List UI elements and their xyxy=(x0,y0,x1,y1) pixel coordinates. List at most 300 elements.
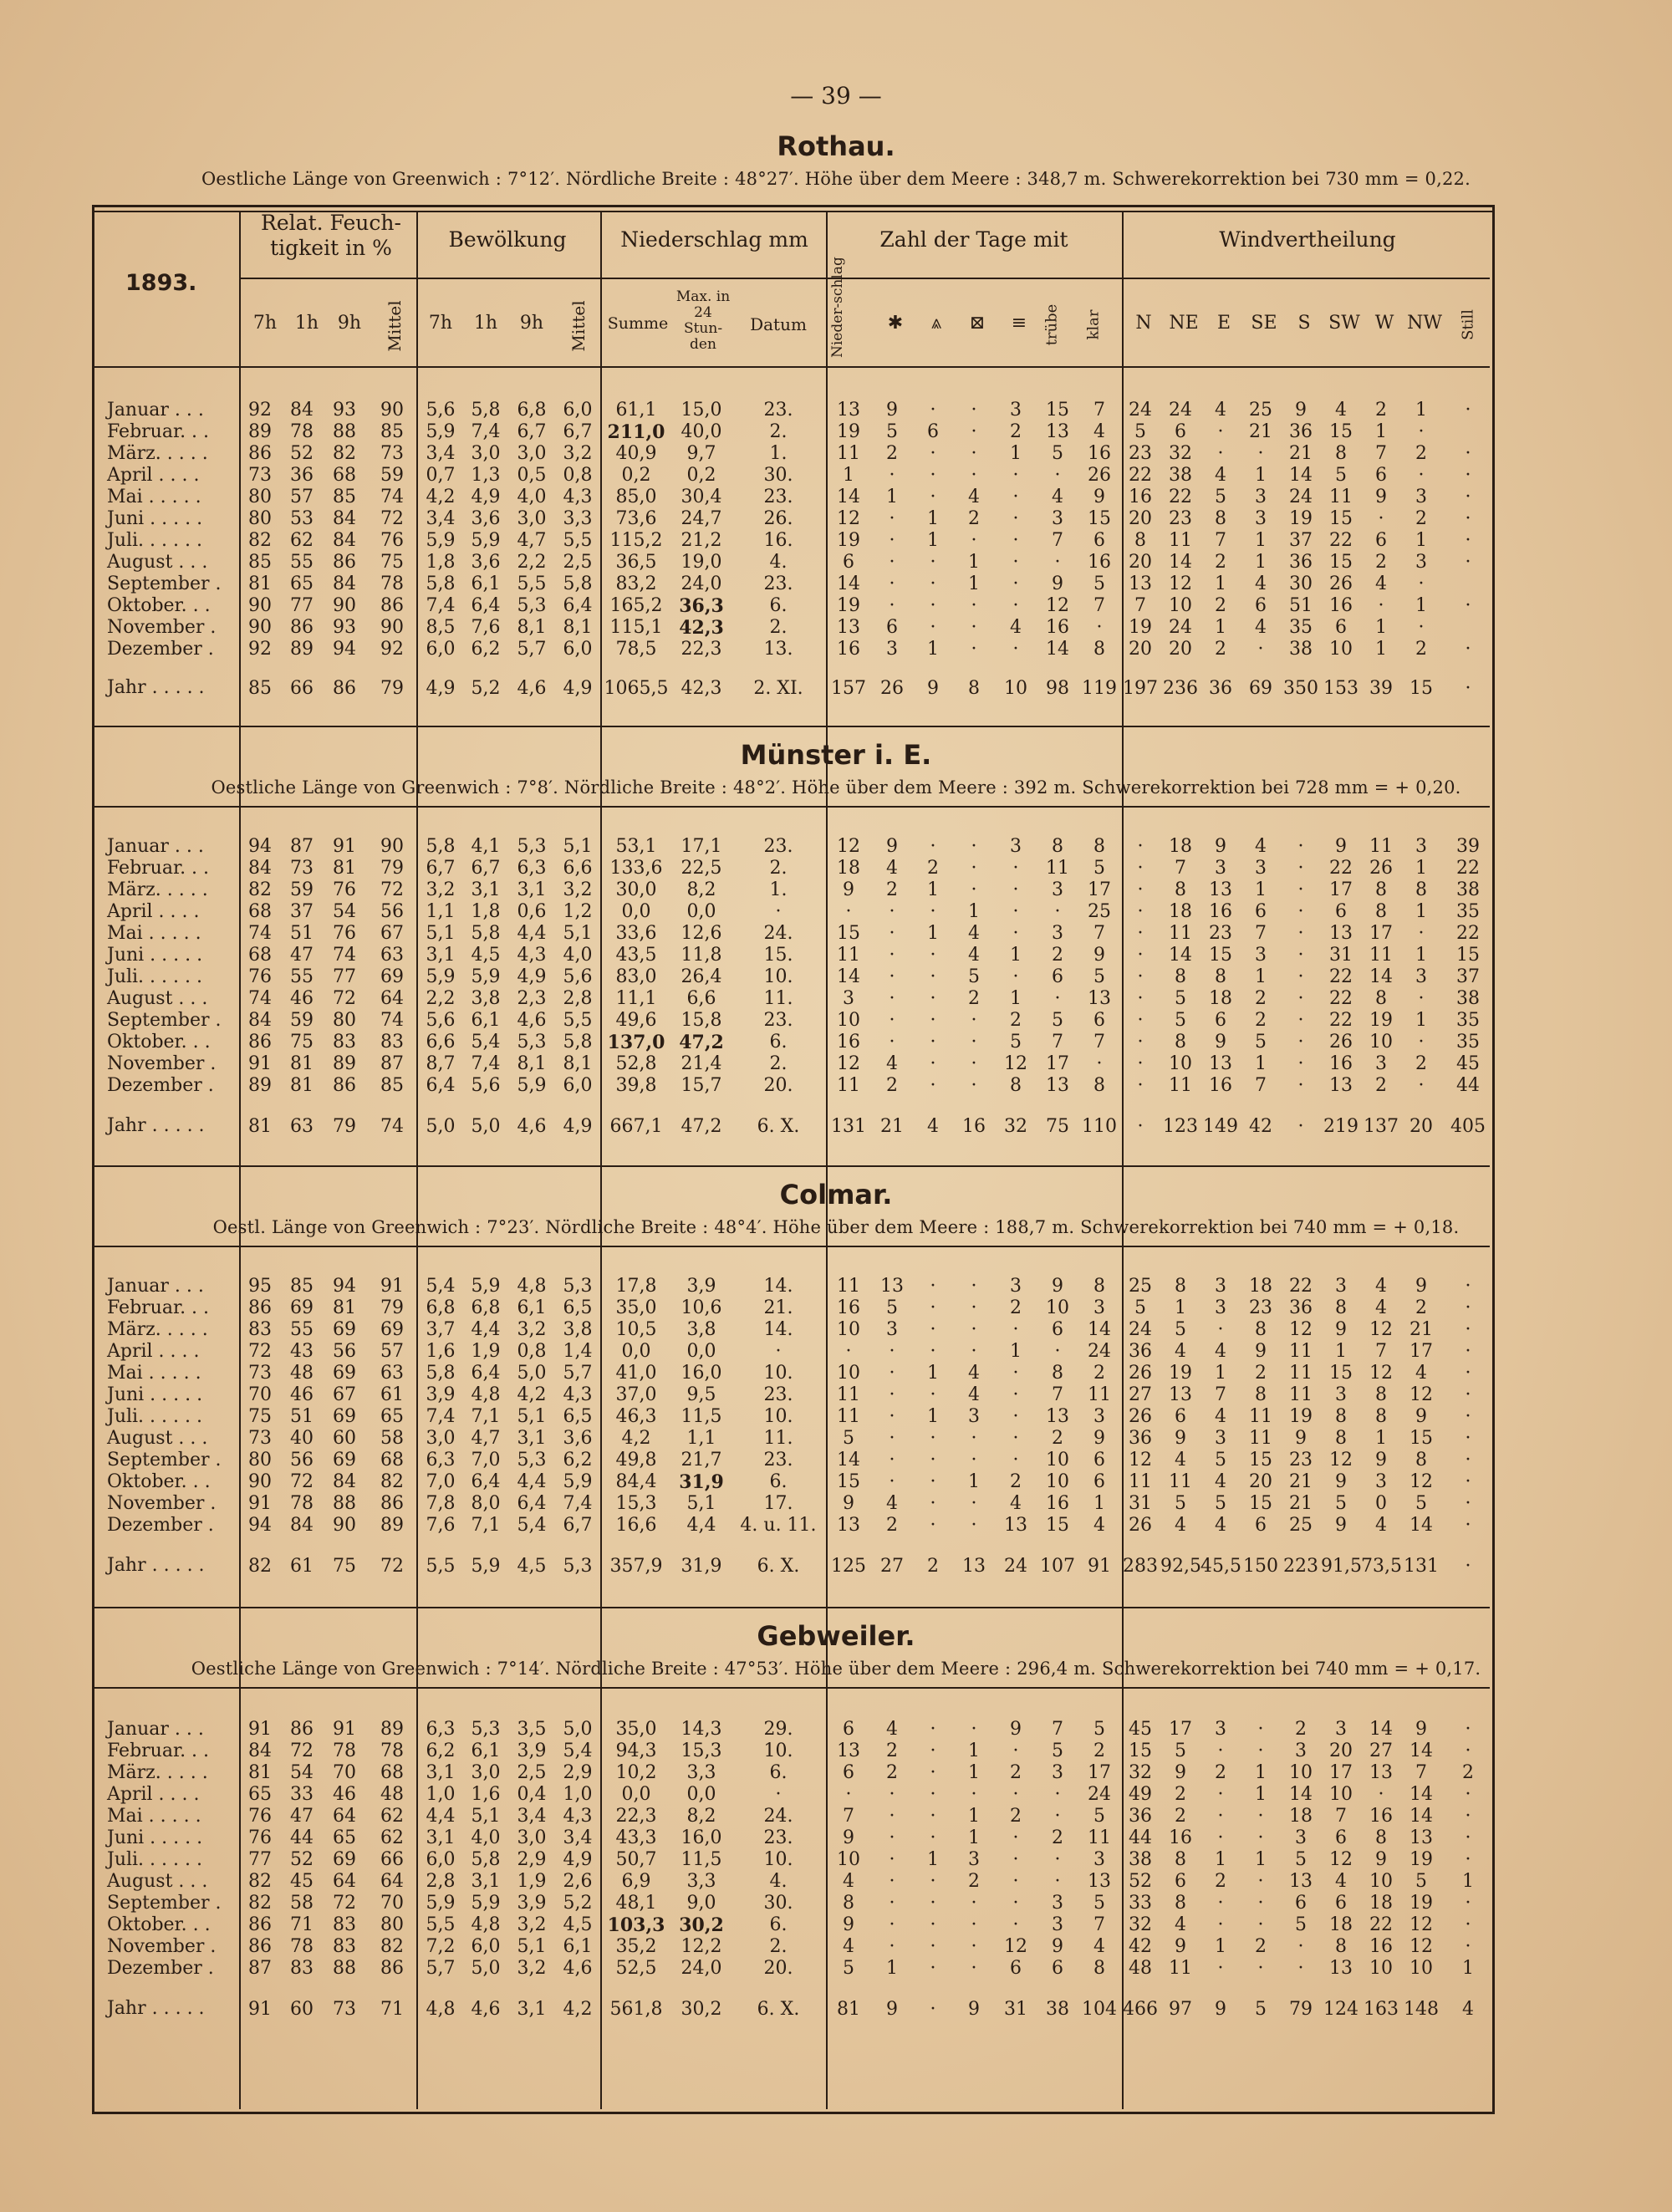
table-cell: · xyxy=(1418,421,1425,442)
jahr-cell: 45,5 xyxy=(1200,1555,1241,1577)
table-cell: 8 xyxy=(1375,988,1387,1009)
table-cell: 23 xyxy=(1169,508,1192,529)
table-cell: 3 xyxy=(1093,1297,1105,1318)
table-cell: 12,6 xyxy=(681,923,722,944)
table-cell: 1 xyxy=(1415,901,1427,922)
table-cell: 15 xyxy=(1088,508,1111,529)
table-cell: 4,3 xyxy=(517,945,547,966)
table-cell: 7 xyxy=(1335,1806,1347,1827)
table-cell: 54 xyxy=(333,901,356,922)
table-cell: 5 xyxy=(1175,1010,1186,1031)
table-cell: 8 xyxy=(1215,508,1226,529)
table-cell: 2 xyxy=(1052,1428,1063,1449)
table-cell: 7,4 xyxy=(563,1493,593,1514)
table-cell: 15 xyxy=(1046,400,1069,420)
table-cell: 23. xyxy=(763,400,793,420)
table-cell: 81 xyxy=(333,1297,356,1318)
table-cell: 115,1 xyxy=(609,617,663,638)
month-label: Februar. . . xyxy=(107,858,210,879)
month-label: Juni . . . . . xyxy=(107,1384,203,1405)
jahr-cell: 110 xyxy=(1082,1115,1117,1137)
table-cell: 37 xyxy=(1289,530,1313,551)
table-cell: 86 xyxy=(248,1936,272,1957)
table-cell: 69 xyxy=(380,966,404,987)
table-cell: 3 xyxy=(968,1849,980,1870)
table-cell: 1 xyxy=(968,1827,980,1848)
table-cell: 1,2 xyxy=(563,901,593,922)
table-cell: 20 xyxy=(1329,1741,1353,1761)
table-cell: 4,3 xyxy=(563,1806,593,1827)
table-cell: 15,8 xyxy=(681,1010,722,1031)
table-cell: 20. xyxy=(763,1958,793,1979)
table-cell: 74 xyxy=(248,923,272,944)
table-cell: · xyxy=(930,1784,936,1805)
table-cell: · xyxy=(1465,552,1471,573)
table-cell: 2. xyxy=(769,617,788,638)
month-label: Juli. . . . . . xyxy=(107,1406,202,1427)
table-cell: 75 xyxy=(248,1406,272,1427)
table-cell: 0,7 xyxy=(426,465,456,486)
table-cell: 3 xyxy=(1415,966,1427,987)
table-cell: 12 xyxy=(1129,1450,1152,1470)
table-cell: 18 xyxy=(1289,1806,1313,1827)
month-label: September . xyxy=(107,573,222,594)
table-cell: · xyxy=(889,1384,895,1405)
table-cell: 64 xyxy=(333,1806,356,1827)
table-cell: 1 xyxy=(886,487,898,507)
table-cell: · xyxy=(1012,508,1019,529)
table-row xyxy=(239,1276,1495,1297)
table-cell: 3,9 xyxy=(517,1893,547,1914)
table-cell: 1 xyxy=(1415,1010,1427,1031)
table-cell: 82 xyxy=(248,530,272,551)
table-cell: · xyxy=(930,1297,936,1318)
table-cell: 52 xyxy=(1129,1871,1152,1892)
table-cell: 14 xyxy=(1289,1784,1313,1805)
table-cell: · xyxy=(889,1450,895,1470)
table-row xyxy=(239,1384,1495,1406)
table-cell: 7 xyxy=(1052,1384,1063,1405)
table-row xyxy=(239,443,1495,465)
table-cell: 10,2 xyxy=(615,1762,657,1783)
table-cell: 43,5 xyxy=(615,945,657,966)
table-cell: 2 xyxy=(1052,945,1063,966)
table-cell: · xyxy=(889,1406,895,1427)
table-cell: · xyxy=(1418,617,1425,638)
table-cell: · xyxy=(889,1871,895,1892)
subhdr-b1h: 1h xyxy=(473,313,498,334)
table-cell: 6,1 xyxy=(563,1936,593,1957)
table-cell: 65 xyxy=(380,1406,404,1427)
table-cell: 7,6 xyxy=(426,1515,456,1536)
table-cell: 60 xyxy=(333,1428,356,1449)
table-cell: 7 xyxy=(1093,400,1105,420)
table-cell: 19 xyxy=(1289,508,1313,529)
table-cell: 75 xyxy=(380,552,404,573)
table-cell: 3 xyxy=(1375,1053,1387,1074)
table-cell: 38 xyxy=(1289,639,1313,660)
table-cell: 2 xyxy=(1295,1719,1307,1740)
table-cell: 64 xyxy=(380,988,404,1009)
subhdr-schnee: ✱ xyxy=(887,313,904,334)
table-cell: 50,7 xyxy=(615,1849,657,1870)
table-cell: 6,3 xyxy=(426,1450,456,1470)
table-cell: 82 xyxy=(248,1893,272,1914)
station-title-gebweiler: Gebweiler. xyxy=(757,1620,915,1652)
month-label: Juni . . . . . xyxy=(107,508,203,529)
table-cell: 26,4 xyxy=(681,966,722,987)
table-cell: 1 xyxy=(927,639,939,660)
jahr-cell: 163 xyxy=(1364,1998,1399,2020)
table-cell: 5,5 xyxy=(563,1010,593,1031)
table-cell: 2 xyxy=(1010,1297,1022,1318)
table-cell: 45 xyxy=(1129,1719,1152,1740)
table-cell: 89 xyxy=(290,639,314,660)
table-row xyxy=(239,879,1495,901)
table-cell: · xyxy=(889,552,895,573)
table-cell: 2,9 xyxy=(517,1849,547,1870)
table-cell: 6 xyxy=(1215,1010,1226,1031)
table-cell: 23. xyxy=(763,487,793,507)
table-cell: 78 xyxy=(380,1741,404,1761)
table-cell: 1 xyxy=(1255,1784,1267,1805)
table-cell: 6,1 xyxy=(517,1297,547,1318)
table-cell: · xyxy=(1465,1849,1471,1870)
table-cell: 14. xyxy=(763,1319,793,1340)
table-cell: · xyxy=(1012,1784,1019,1805)
table-cell: 20 xyxy=(1129,552,1152,573)
table-cell: 24. xyxy=(763,1806,793,1827)
table-cell: 6 xyxy=(1175,1406,1186,1427)
table-cell: 5,9 xyxy=(471,530,501,551)
table-cell: 8 xyxy=(1375,1384,1387,1405)
table-cell: 1,4 xyxy=(563,1341,593,1362)
table-cell: 5,7 xyxy=(563,1363,593,1384)
jahr-cell: 350 xyxy=(1283,677,1318,699)
table-cell: 4,4 xyxy=(686,1515,716,1536)
table-cell: 7 xyxy=(1093,595,1105,616)
table-cell: 3,3 xyxy=(563,508,593,529)
table-cell: 6. xyxy=(769,1914,788,1935)
table-cell: 2 xyxy=(1255,1363,1267,1384)
table-cell: 46 xyxy=(290,988,314,1009)
table-cell: 115,2 xyxy=(609,530,663,551)
table-cell: 6,3 xyxy=(517,858,547,879)
table-cell: · xyxy=(1012,1849,1019,1870)
year-label: 1893. xyxy=(125,270,197,296)
table-cell: 3,8 xyxy=(471,988,501,1009)
table-cell: 1 xyxy=(1415,858,1427,879)
table-cell: 2 xyxy=(1175,1784,1186,1805)
subhdr-9h: 9h xyxy=(337,313,362,334)
table-cell: 1 xyxy=(1462,1958,1474,1979)
table-row xyxy=(239,465,1495,487)
table-cell: 7 xyxy=(1255,923,1267,944)
table-cell: 3,1 xyxy=(426,945,456,966)
table-cell: 37 xyxy=(290,901,314,922)
table-cell: 84 xyxy=(333,508,356,529)
table-cell: · xyxy=(1054,1341,1061,1362)
table-cell: 6,7 xyxy=(563,1515,593,1536)
table-cell: 37 xyxy=(1456,966,1480,987)
table-cell: 24 xyxy=(1169,617,1192,638)
table-cell: 2,6 xyxy=(563,1871,593,1892)
table-cell: 44 xyxy=(1129,1827,1152,1848)
table-cell: 8,1 xyxy=(563,1053,593,1074)
table-cell: 9 xyxy=(1215,836,1226,857)
table-cell: 95 xyxy=(248,1276,272,1297)
jahr-cell: 27 xyxy=(880,1555,904,1577)
jahr-cell: · xyxy=(1137,1115,1144,1137)
table-cell: · xyxy=(1054,901,1061,922)
table-cell: · xyxy=(889,966,895,987)
table-cell: · xyxy=(1217,1958,1224,1979)
table-cell: 2. xyxy=(769,421,788,442)
table-cell: 2,3 xyxy=(517,988,547,1009)
table-cell: 13 xyxy=(1046,1406,1069,1427)
table-cell: 30. xyxy=(763,1893,793,1914)
table-cell: 85 xyxy=(380,1075,404,1096)
jahr-cell: 131 xyxy=(1404,1555,1439,1577)
table-cell: · xyxy=(889,1936,895,1957)
table-cell: 20 xyxy=(1249,1471,1272,1492)
table-cell: 84 xyxy=(248,1010,272,1031)
table-cell: 6,4 xyxy=(471,1363,501,1384)
table-cell: · xyxy=(930,836,936,857)
table-cell: 14 xyxy=(837,573,860,594)
table-cell: 9 xyxy=(1415,1719,1427,1740)
table-cell: 11 xyxy=(1329,487,1353,507)
table-cell: 6 xyxy=(1335,901,1347,922)
table-cell: 0,0 xyxy=(621,901,651,922)
table-cell: 2 xyxy=(886,1762,898,1783)
table-cell: 83 xyxy=(333,1914,356,1935)
table-cell: 5 xyxy=(1295,1849,1307,1870)
jahr-cell: 42,3 xyxy=(681,677,722,699)
table-cell: 26 xyxy=(1329,1032,1353,1052)
table-cell: 2,9 xyxy=(563,1762,593,1783)
table-row xyxy=(239,1032,1495,1053)
month-label: März. . . . . xyxy=(107,879,208,900)
table-cell: 90 xyxy=(380,836,404,857)
table-cell: · xyxy=(1012,1363,1019,1384)
table-cell: 19 xyxy=(1129,617,1152,638)
table-cell: 21. xyxy=(763,1297,793,1318)
table-cell: · xyxy=(1012,1741,1019,1761)
table-cell: 5,8 xyxy=(426,1363,456,1384)
table-cell: 30. xyxy=(763,465,793,486)
table-cell: 55 xyxy=(290,966,314,987)
table-cell: 86 xyxy=(248,1032,272,1052)
table-cell: · xyxy=(971,530,977,551)
table-cell: 84 xyxy=(290,400,314,420)
table-cell: · xyxy=(1054,1871,1061,1892)
table-cell: 62 xyxy=(290,530,314,551)
table-cell: · xyxy=(889,1784,895,1805)
table-cell: · xyxy=(1137,1032,1144,1052)
table-cell: 86 xyxy=(290,1719,314,1740)
table-cell: 1 xyxy=(927,1363,939,1384)
table-cell: 5,8 xyxy=(563,573,593,594)
table-cell: 15 xyxy=(1249,1450,1272,1470)
table-cell: 10. xyxy=(763,1363,793,1384)
table-cell: 11. xyxy=(763,1428,793,1449)
table-cell: · xyxy=(1465,443,1471,464)
table-cell: 4. u. 11. xyxy=(740,1515,817,1536)
table-cell: 12 xyxy=(837,836,860,857)
table-cell: 36 xyxy=(1289,552,1313,573)
table-cell: 6 xyxy=(1255,1515,1267,1536)
table-cell: 6,7 xyxy=(426,858,456,879)
table-cell: 4 xyxy=(1215,1471,1226,1492)
jahr-cell: 667,1 xyxy=(609,1115,663,1137)
table-cell: 87 xyxy=(380,1053,404,1074)
table-cell: 5 xyxy=(1175,1493,1186,1514)
table-cell: 16 xyxy=(1209,1075,1232,1096)
table-cell: · xyxy=(1217,421,1224,442)
table-cell: 3 xyxy=(1415,836,1427,857)
table-cell: 6 xyxy=(1175,421,1186,442)
table-cell: 6,6 xyxy=(563,858,593,879)
table-cell: · xyxy=(889,573,895,594)
jahr-cell: 98 xyxy=(1046,677,1069,699)
table-cell: 3 xyxy=(1255,508,1267,529)
header-tage: Zahl der Tage mit xyxy=(879,227,1068,252)
table-cell: 2 xyxy=(1415,508,1427,529)
table-cell: 4 xyxy=(1255,573,1267,594)
table-cell: · xyxy=(889,1032,895,1052)
jahr-cell: 5,0 xyxy=(426,1115,456,1137)
table-cell: 69 xyxy=(380,1319,404,1340)
table-cell: · xyxy=(930,595,936,616)
table-cell: 11. xyxy=(763,988,793,1009)
table-cell: 3 xyxy=(1255,487,1267,507)
table-cell: 6,1 xyxy=(471,1010,501,1031)
table-cell: 78 xyxy=(290,1493,314,1514)
table-cell: 0 xyxy=(1375,1493,1387,1514)
table-cell: 7 xyxy=(843,1806,854,1827)
table-cell: 26 xyxy=(1369,858,1393,879)
table-row xyxy=(239,1719,1495,1741)
table-cell: 2 xyxy=(1010,421,1022,442)
table-cell: 6 xyxy=(843,1719,854,1740)
table-cell: 3,9 xyxy=(426,1384,456,1405)
table-cell: 15 xyxy=(1209,945,1232,966)
table-cell: · xyxy=(1012,901,1019,922)
table-cell: 5 xyxy=(886,1297,898,1318)
table-cell: · xyxy=(930,573,936,594)
jahr-cell: 283 xyxy=(1123,1555,1158,1577)
table-cell: 8,0 xyxy=(471,1493,501,1514)
subhdr-gewitter: ⊠ xyxy=(969,313,986,334)
table-cell: 21 xyxy=(1289,443,1313,464)
table-cell: 16 xyxy=(1046,617,1069,638)
month-label: September . xyxy=(107,1450,222,1470)
table-cell: 46 xyxy=(333,1784,356,1805)
table-cell: · xyxy=(971,1719,977,1740)
table-cell: 2 xyxy=(1375,400,1387,420)
month-label: März. . . . . xyxy=(107,443,208,464)
table-row xyxy=(239,923,1495,945)
table-cell: · xyxy=(1465,1893,1471,1914)
table-cell: 53 xyxy=(290,508,314,529)
jahr-cell: 4 xyxy=(927,1115,939,1137)
table-cell: 1 xyxy=(1255,530,1267,551)
table-cell: 89 xyxy=(333,1053,356,1074)
table-cell: 15 xyxy=(1329,421,1353,442)
table-cell: 24 xyxy=(1129,400,1152,420)
jahr-cell: 71 xyxy=(380,1998,404,2020)
table-cell: 4,9 xyxy=(471,487,501,507)
table-cell: 4,7 xyxy=(471,1428,501,1449)
table-cell: · xyxy=(930,1276,936,1297)
table-cell: 8,1 xyxy=(517,617,547,638)
table-cell: · xyxy=(971,1075,977,1096)
table-cell: · xyxy=(1257,639,1264,660)
table-cell: 30,0 xyxy=(615,879,657,900)
table-cell: 4 xyxy=(968,923,980,944)
table-cell: 72 xyxy=(248,1341,272,1362)
jahr-cell: 79 xyxy=(1289,1998,1313,2020)
table-cell: · xyxy=(1465,1341,1471,1362)
table-cell: · xyxy=(1418,988,1425,1009)
table-cell: 3,2 xyxy=(563,879,593,900)
table-cell: 165,2 xyxy=(609,595,663,616)
table-cell: 0,4 xyxy=(517,1784,547,1805)
jahr-cell: 123 xyxy=(1163,1115,1198,1137)
table-cell: 7 xyxy=(1175,858,1186,879)
table-cell: 45 xyxy=(1456,1053,1480,1074)
table-row xyxy=(239,639,1495,660)
table-cell: 8,1 xyxy=(563,617,593,638)
table-cell: 11 xyxy=(837,1384,860,1405)
table-cell: 10 xyxy=(837,1010,860,1031)
table-cell: 6,4 xyxy=(471,595,501,616)
table-cell: · xyxy=(889,1010,895,1031)
table-cell: 49,6 xyxy=(615,1010,657,1031)
table-cell: 21 xyxy=(1249,421,1272,442)
table-cell: 10 xyxy=(837,1849,860,1870)
jahr-cell: 150 xyxy=(1243,1555,1278,1577)
table-cell: 4,6 xyxy=(563,1958,593,1979)
month-label: August . . . xyxy=(107,988,208,1009)
table-row xyxy=(239,530,1495,552)
table-cell: 5,1 xyxy=(563,923,593,944)
month-label: August . . . xyxy=(107,1428,208,1449)
table-cell: 64 xyxy=(333,1871,356,1892)
table-cell: 19 xyxy=(837,530,860,551)
table-cell: 6,1 xyxy=(471,573,501,594)
table-cell: 0,0 xyxy=(686,1341,716,1362)
table-cell: · xyxy=(1012,1450,1019,1470)
table-cell: 17 xyxy=(1409,1341,1433,1362)
table-cell: 16 xyxy=(1088,443,1111,464)
month-label: April . . . . xyxy=(107,465,200,486)
table-cell: 81 xyxy=(290,1075,314,1096)
jahr-cell: 31,9 xyxy=(681,1555,722,1577)
table-cell: · xyxy=(1054,465,1061,486)
table-cell: 78 xyxy=(290,1936,314,1957)
table-cell: 5,8 xyxy=(426,573,456,594)
table-cell: 23. xyxy=(763,1010,793,1031)
table-cell: · xyxy=(1137,945,1144,966)
table-cell: 5 xyxy=(1415,1493,1427,1514)
table-cell: 5,5 xyxy=(563,530,593,551)
table-cell: 52 xyxy=(290,443,314,464)
table-cell: 6,0 xyxy=(563,639,593,660)
table-cell: 1 xyxy=(1255,1849,1267,1870)
table-cell: 4,3 xyxy=(563,487,593,507)
